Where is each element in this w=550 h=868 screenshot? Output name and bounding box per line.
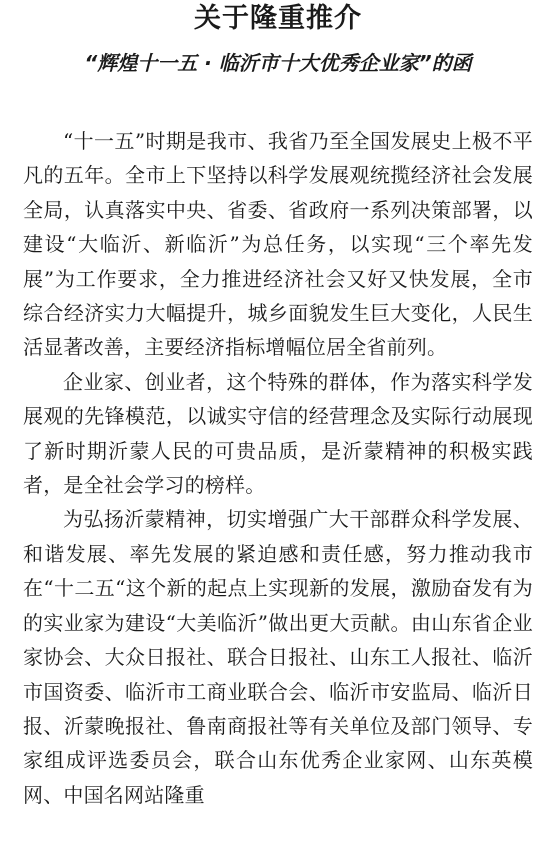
paragraph-3: 为弘扬沂蒙精神，切实增强广大干部群众科学发展、和谐发展、率先发展的紧迫感和责任感，努力推动我市在“十二五“这个新的起点上实现新的发展，激励奋发有为的实业家为建设“大美临沂”做出更大贡献。由山东省企业家协会、大众日报社、联合日报社、山东工人报社、临沂市国资委、临沂市工商业联合会、临沂市安监局、临沂日报、沂蒙晚报社、鲁南商报社等有关单位及部门领导、专家组成评选委员会，联合山东优秀企业家网、山东英模网、中国名网站隆重 <box>23 507 533 807</box>
paragraph-1: “十一五”时期是我市、我省乃至全国发展史上极不平凡的五年。全市上下坚持以科学发展观统揽经济社会发展全局，认真落实中央、省委、省政府一系列决策部署，以建设“大临沂、新临沂”为总任务，以实现“三个率先发展”为工作要求，全力推进经济社会又好又快发展，全市综合经济实力大幅提升，城乡面貌发生巨大变化，人民生活显著改善，主要经济指标增幅位居全省前列。 <box>23 129 533 360</box>
document-subtitle: “辉煌十一五 · 临沂市十大优秀企业家”的函 <box>84 51 472 75</box>
document-body <box>23 124 533 812</box>
paragraph-2: 企业家、创业者，这个特殊的群体，作为落实科学发展观的先锋模范，以诚实守信的经营理念及实际行动展现了新时期沂蒙人民的可贵品质，是沂蒙精神的积极实践者，是全社会学习的榜样。 <box>23 369 533 498</box>
document-title: 关于隆重推介 <box>194 3 362 34</box>
